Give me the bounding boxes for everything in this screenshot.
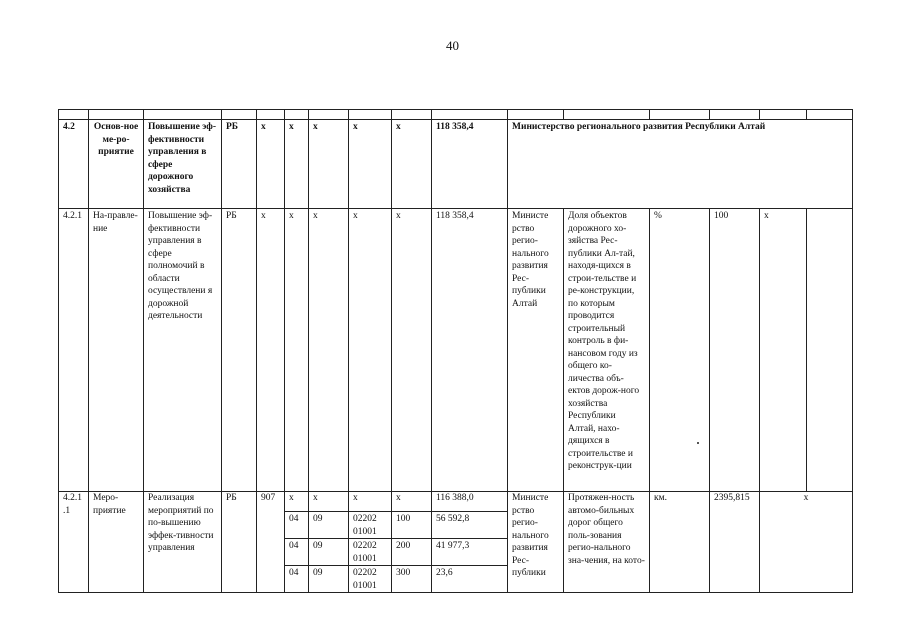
table-header-spacer [59,110,853,120]
row-code: 4.2.1 [59,209,89,492]
row-executor: Министе рство регио-нального развития Рес-публики Алтай [508,209,564,492]
subrow-amount: 56 592,8 [432,512,508,539]
subrow-vr: 100 [392,512,432,539]
row-name: Повышение эф-фективности управления в сфере дорожного хозяйства [144,120,222,209]
subrow-vr: 300 [392,566,432,593]
row-source: РБ [222,492,257,593]
row-type: Основ-ное ме-ро-приятие [89,120,144,209]
subrow-rz: 04 [285,566,309,593]
row-csr: х [349,492,392,512]
row-executor: Министе рство регио-нального развития Рес-публики [508,492,564,593]
row-name: Повышение эф-фективности управления в сфере полномочий в области осуществлени я дорожной деятельности [144,209,222,492]
row-executor: Министерство регионального развития Республики Алтай [508,120,853,209]
row-rz: х [285,209,309,492]
row-value: 2395,815 [710,492,760,593]
row-rz: х [285,120,309,209]
row-pr: х [309,120,349,209]
subrow-pr: 09 [309,512,349,539]
subrow-amount: 23,6 [432,566,508,593]
row-vr: х [392,120,432,209]
subrow-amount: 41 977,3 [432,539,508,566]
row-empty-cell [807,209,853,492]
subrow-pr: 09 [309,539,349,566]
row-type: Меро-приятие [89,492,144,593]
row-amount: 116 388,0 [432,492,508,512]
row-value: 100 [710,209,760,492]
row-pr: х [309,492,349,512]
row-extra: х [760,492,853,593]
subrow-rz: 04 [285,539,309,566]
subrow-csr: 02202 01001 [349,539,392,566]
row-unit: % [650,209,710,492]
row-grbs: х [257,120,285,209]
program-table [58,109,853,593]
row-grbs: х [257,209,285,492]
row-vr: х [392,209,432,492]
table-row [59,492,853,512]
table-row [59,120,853,209]
subrow-vr: 200 [392,539,432,566]
row-type: На-правле-ние [89,209,144,492]
table-row [59,209,853,492]
subrow-csr: 02202 01001 [349,566,392,593]
row-name: Реализация мероприятий по по-вышению эффек-тивности управления [144,492,222,593]
page-number: 40 [446,38,459,53]
row-extra: х [760,209,807,492]
row-source: РБ [222,209,257,492]
row-indicator: Протяжен-ность автомо-бильных дорог общего поль-зования регио-нального зна-чения, на кото- [564,492,650,593]
row-vr: х [392,492,432,512]
row-csr: х [349,209,392,492]
row-indicator: Доля объектов дорожного хо-зяйства Рес-публики Ал-тай, находя-щихся в строи-тельстве и ре-конструкции, по которым проводится строительный контроль в фи-нансовом году из общего ко-личества объ-ектов дорож-ного хозяйства Республики Алтай, нахо-дящихся в строительстве и реконструк-ции [564,209,650,492]
row-unit: км. [650,492,710,593]
subrow-pr: 09 [309,566,349,593]
row-amount: 118 358,4 [432,209,508,492]
row-pr: х [309,209,349,492]
row-code: 4.2.1.1 [59,492,89,593]
row-rz: х [285,492,309,512]
subrow-csr: 02202 01001 [349,512,392,539]
scan-speck [697,442,699,444]
row-source: РБ [222,120,257,209]
subrow-rz: 04 [285,512,309,539]
row-grbs: 907 [257,492,285,593]
row-amount: 118 358,4 [432,120,508,209]
row-code: 4.2 [59,120,89,209]
row-csr: х [349,120,392,209]
